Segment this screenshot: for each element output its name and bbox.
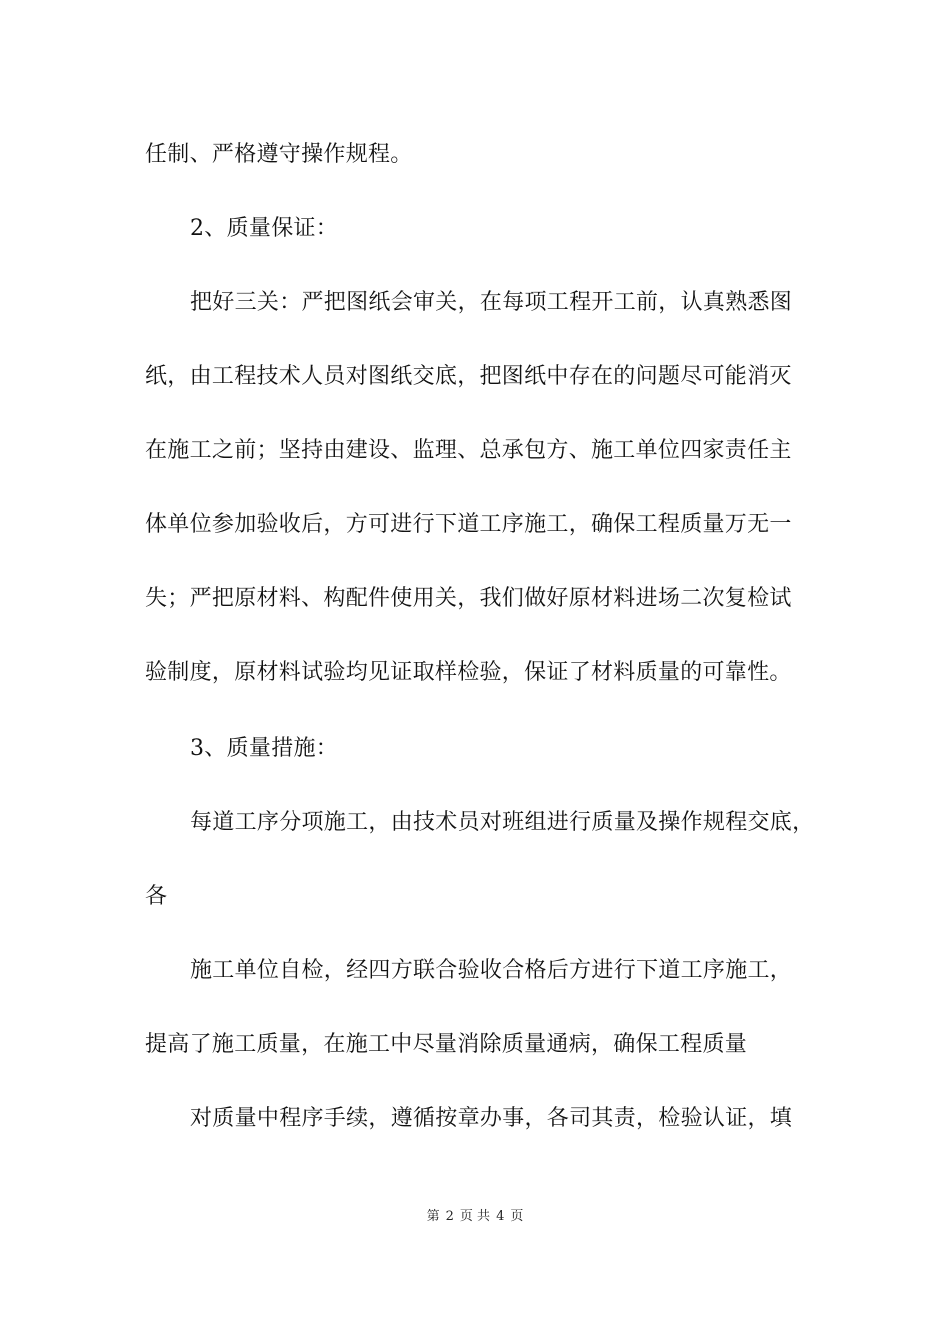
body-line: 任制、严格遵守操作规程。 [145,142,413,167]
body-line: 把好三关：严把图纸会审关，在每项工程开工前，认真熟悉图 [190,290,793,315]
body-line: 每道工序分项施工，由技术员对班组进行质量及操作规程交底， [190,810,815,835]
body-line: 验制度，原材料试验均见证取样检验，保证了材料质量的可靠性。 [145,660,792,685]
body-line: 施工单位自检，经四方联合验收合格后方进行下道工序施工， [190,958,793,983]
section-heading: 3、质量措施： [190,736,339,761]
footer-current-page: 2 [445,1209,454,1224]
footer-middle: 页 共 [459,1209,491,1224]
body-line: 提高了施工质量，在施工中尽量消除质量通病，确保工程质量 [145,1032,748,1057]
body-line: 失；严把原材料、构配件使用关，我们做好原材料进场二次复检试 [145,586,792,611]
footer-suffix: 页 [510,1209,524,1224]
section-heading: 2、质量保证： [190,216,339,241]
body-line: 纸，由工程技术人员对图纸交底，把图纸中存在的问题尽可能消灭 [145,364,792,389]
footer-total-pages: 4 [496,1209,505,1224]
body-line: 在施工之前；坚持由建设、监理、总承包方、施工单位四家责任主 [145,438,792,463]
body-line: 对质量中程序手续，遵循按章办事，各司其责，检验认证，填 [190,1106,793,1131]
body-line: 各 [145,884,168,909]
page-footer [0,1209,950,1225]
footer-prefix: 第 [426,1209,440,1224]
body-line: 体单位参加验收后，方可进行下道工序施工，确保工程质量万无一 [145,512,792,537]
